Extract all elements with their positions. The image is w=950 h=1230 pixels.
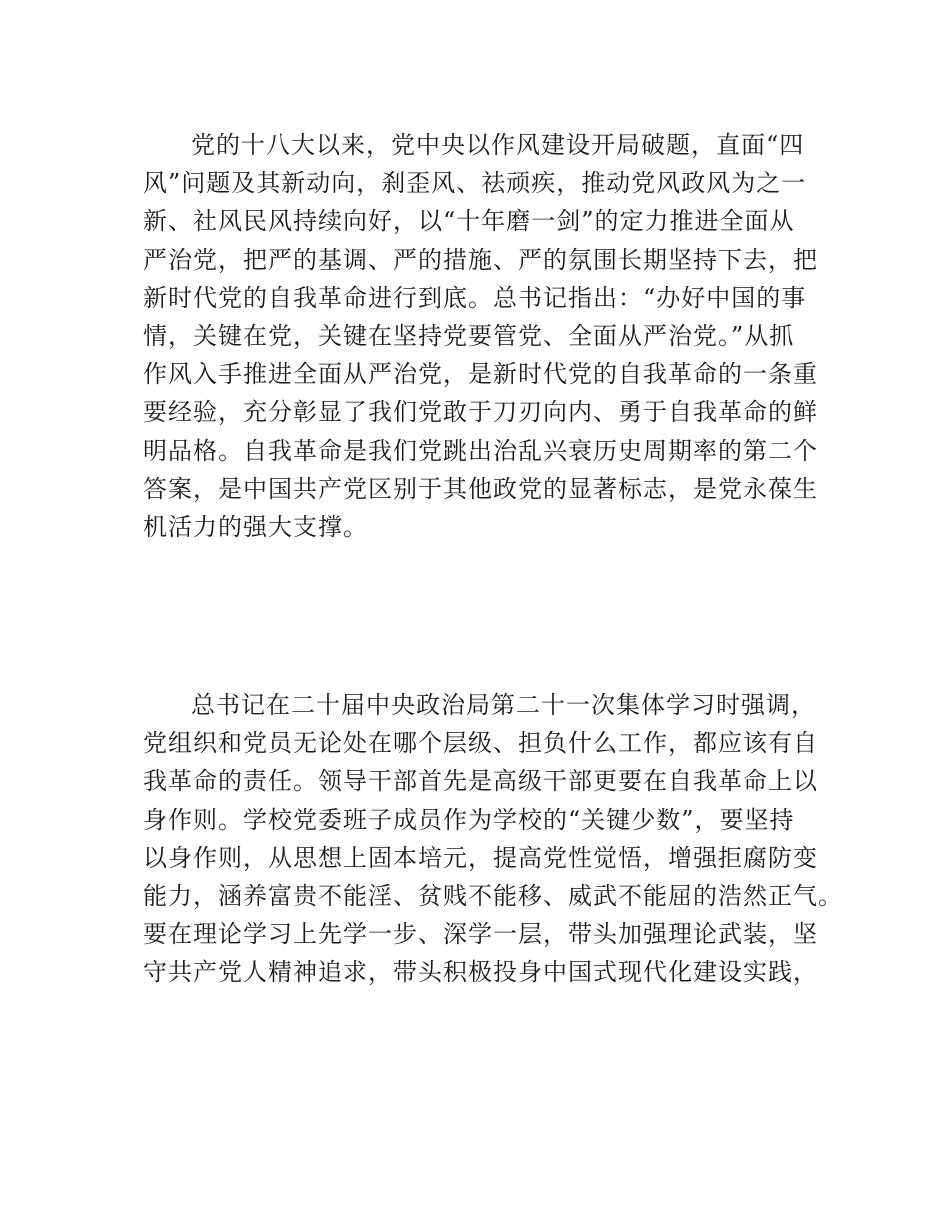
paragraph-line: 能力，涵养富贵不能淫、贫贱不能移、威武不能屈的浩然正气。: [143, 881, 843, 910]
paragraph-line: 党组织和党员无论处在哪个层级、担负什么工作，都应该有自: [143, 729, 818, 758]
paragraph-line: 答案，是中国共产党区别于其他政党的显著标志，是党永葆生: [143, 474, 818, 503]
paragraph-line: 要在理论学习上先学一步、深学一层，带头加强理论武装，坚: [143, 920, 818, 949]
paragraph-line: 机活力的强大支撑。: [143, 512, 368, 541]
paragraph-1: [143, 126, 818, 546]
paragraph-line: 以身作则，从思想上固本培元，提高党性觉悟，增强拒腐防变: [143, 843, 818, 872]
paragraph-line: 要经验，充分彰显了我们党敢于刀刃向内、勇于自我革命的鲜: [143, 398, 818, 427]
paragraph-line: 新时代党的自我革命进行到底。总书记指出：“办好中国的事: [143, 283, 807, 312]
paragraph-line: 党的十八大以来，党中央以作风建设开局破题，直面“四: [191, 131, 805, 159]
paragraph-line: 风”问题及其新动向，刹歪风、祛顽疾，推动党风政风为之一: [143, 169, 807, 198]
paragraph-line: 明品格。自我革命是我们党跳出治乱兴衰历史周期率的第二个: [143, 436, 818, 465]
paragraph-line: 严治党，把严的基调、严的措施、严的氛围长期坚持下去，把: [143, 245, 818, 274]
paragraph-2: [143, 686, 843, 992]
paragraph-line: 新、社风民风持续向好，以“十年磨一剑”的定力推进全面从: [143, 207, 795, 236]
paragraph-line: 总书记在二十届中央政治局第二十一次集体学习时强调，: [191, 691, 816, 719]
paragraph-line: 情，关键在党，关键在坚持党要管党、全面从严治党。”从抓: [143, 321, 795, 350]
paragraph-line: 守共产党人精神追求，带头积极投身中国式现代化建设实践，: [143, 958, 818, 987]
paragraph-line: 身作则。学校党委班子成员作为学校的“关键少数”，要坚持: [143, 805, 795, 834]
paragraph-line: 我革命的责任。领导干部首先是高级干部更要在自我革命上以: [143, 767, 818, 796]
paragraph-line: 作风入手推进全面从严治党，是新时代党的自我革命的一条重: [143, 360, 818, 389]
